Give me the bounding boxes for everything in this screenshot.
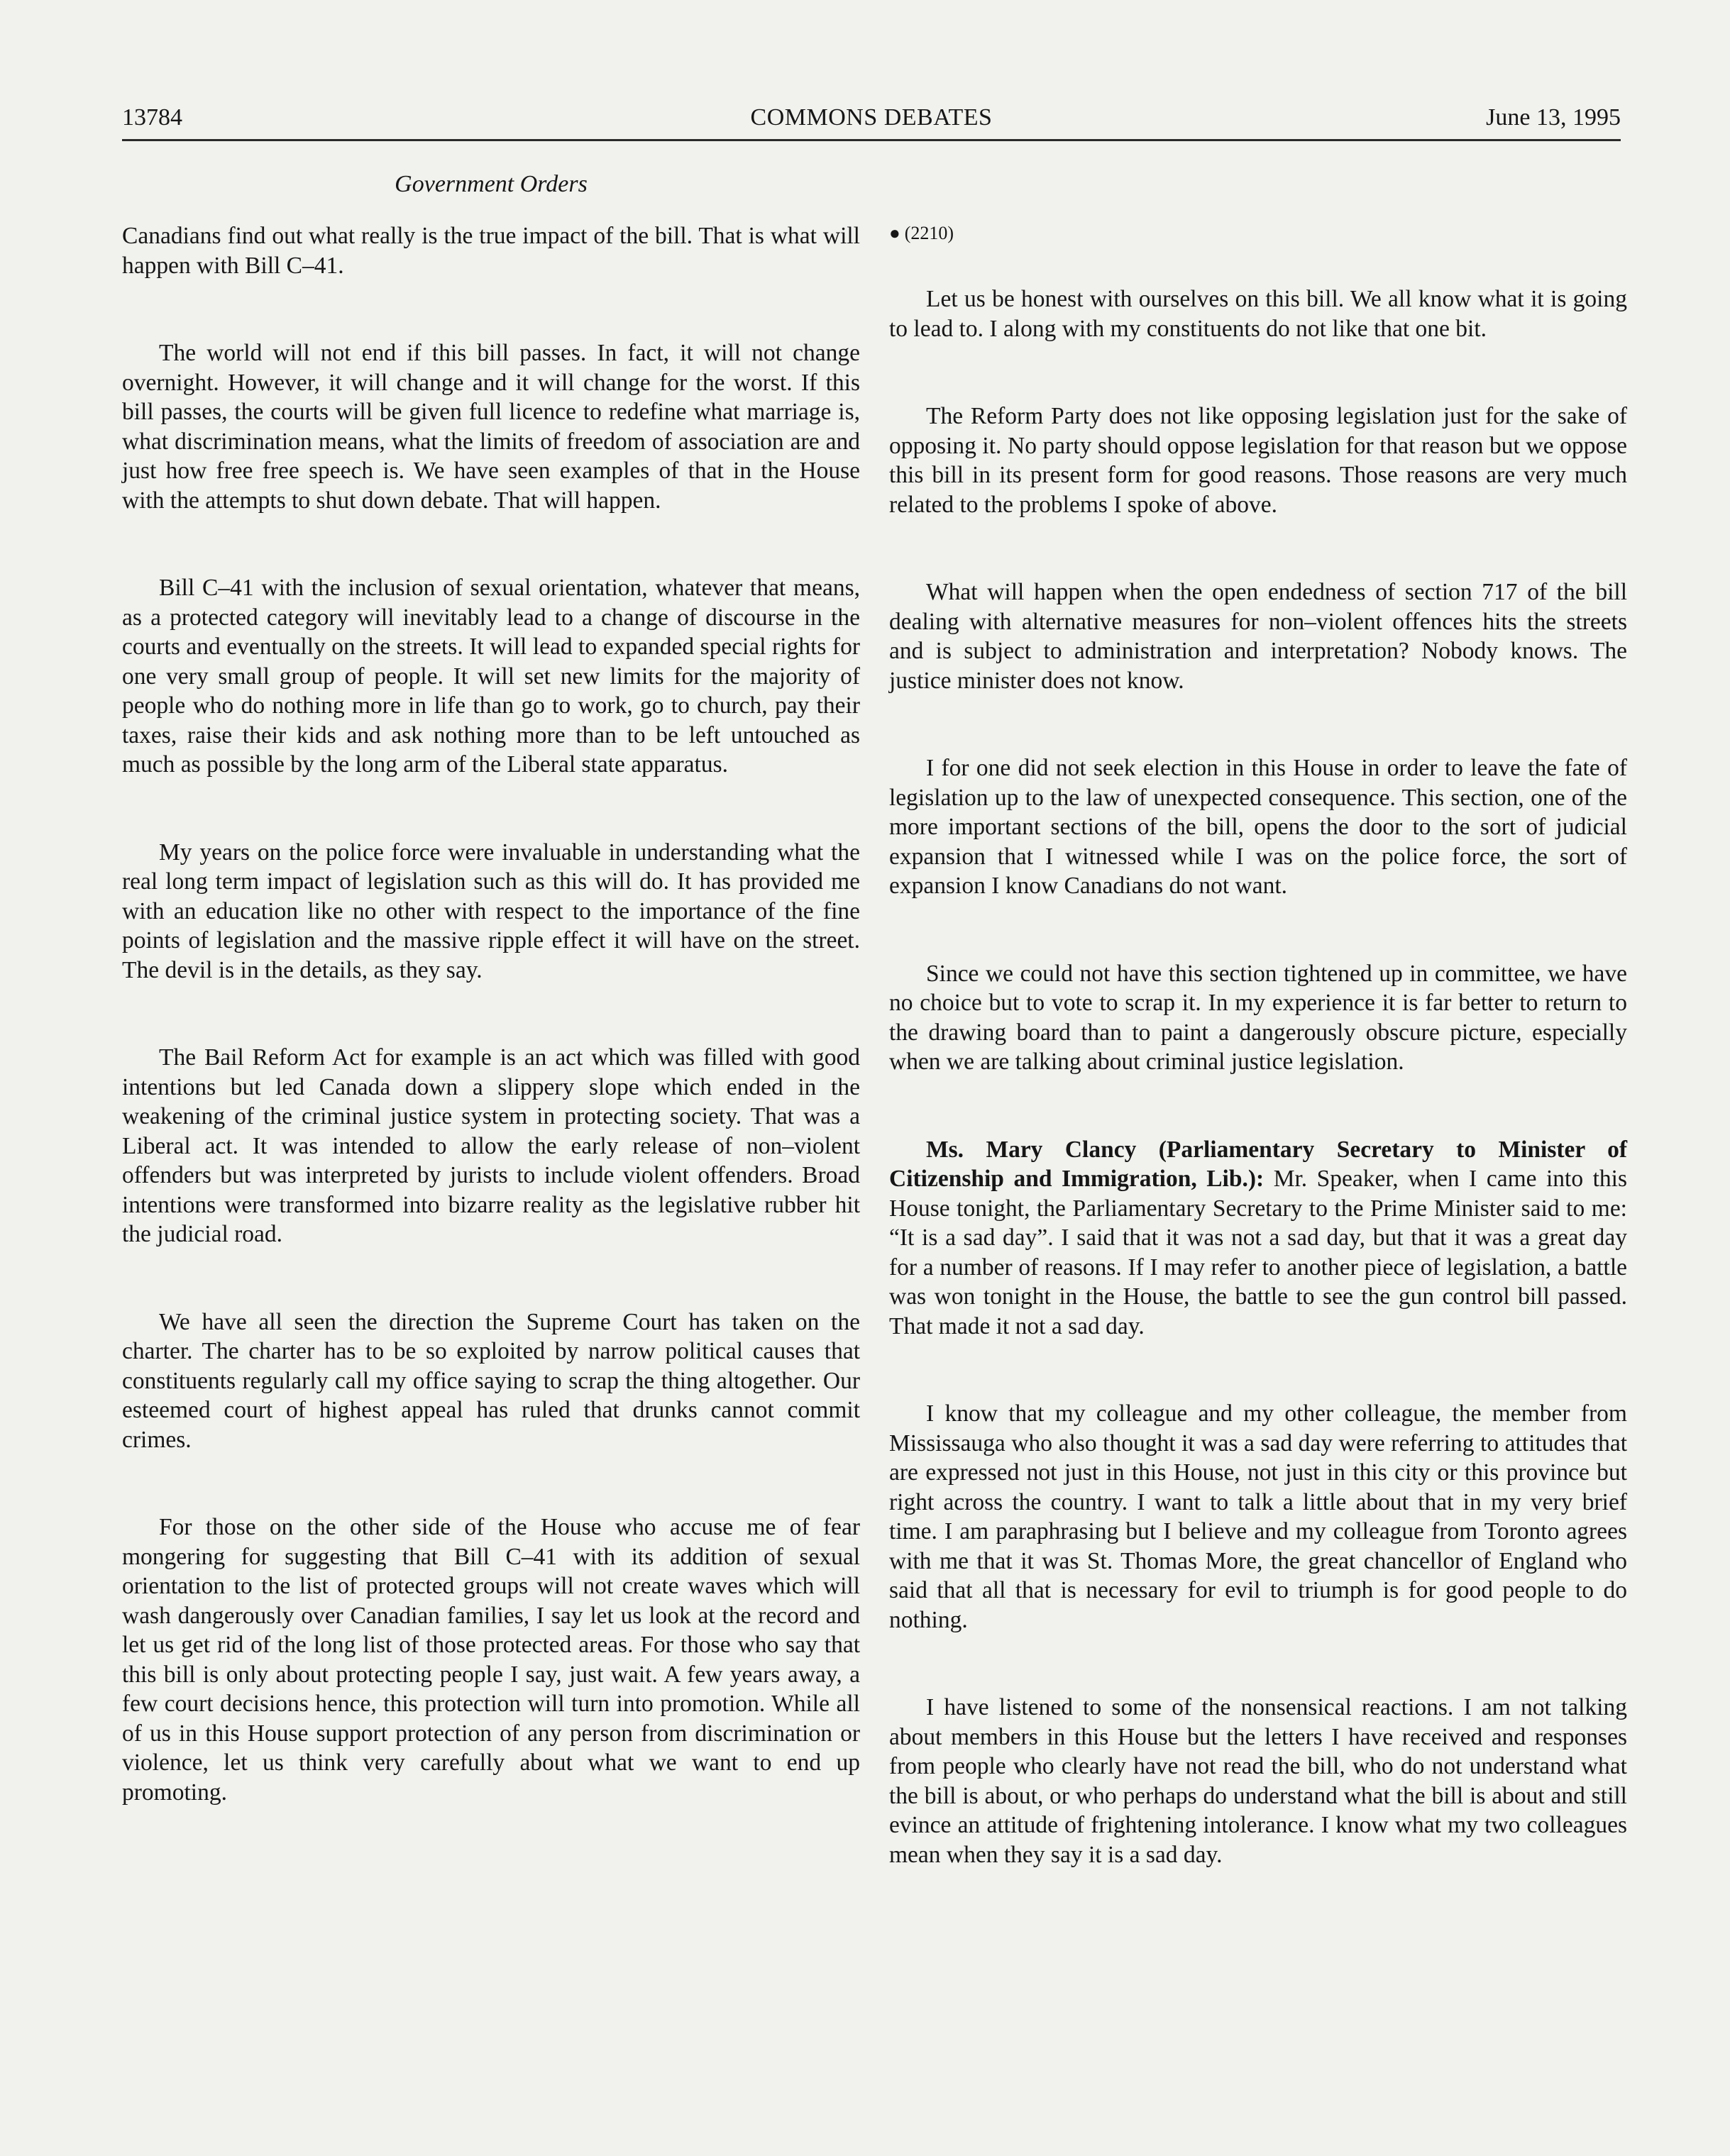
paragraph: I have listened to some of the nonsensical reactions. I am not talking about members in this House but the letters I have received and responses from people who clearly have not read the bill, who do not understand what the bill is about, or who perhaps do understand what the bill is about and still evince an attitude of frightening intolerance. I know what my two colleagues mean when they say it is a sad day. (889, 1694, 1627, 1868)
paragraph: We have all seen the direction the Supreme Court has taken on the charter. The charter has to be so exploited by narrow political causes that constituents regularly call my office saying to scrap the thing altogether. Our esteemed court of highest appeal has ruled that drunks cannot commit crimes. (122, 1308, 860, 1453)
paragraph: Since we could not have this section tightened up in committee, we have no choice but to vote to scrap it. In my experience it is far better to return to the drawing board than to paint a dangerously obscure picture, especially when we are talking about criminal justice legislation. (889, 960, 1627, 1075)
paragraph: The Reform Party does not like opposing legislation just for the sake of opposing it. No party should oppose legislation for that reason but we oppose this bill in its present form for good reasons. Those reasons are very much related to the problems I spoke of above. (889, 403, 1627, 518)
time-marker (889, 221, 1627, 245)
page-date: June 13, 1995 (1486, 104, 1621, 131)
speaker-paragraph (889, 1135, 1627, 1342)
speaker-name: Ms. Mary Clancy (Parliamentary Secretary to Minister of Citizenship and Immigration, Lib.): (889, 1136, 1627, 1192)
paragraph: Canadians find out what really is the true impact of the bill. That is what will happen with Bill C–41. (122, 223, 860, 279)
left-column (122, 221, 860, 1807)
paragraph: Bill C–41 with the inclusion of sexual orientation, whatever that means, as a protected category will inevitably lead to a change of discourse in the courts and eventually on the streets. It will lead to expanded special rights for one very small group of people. It will set new limits for the majority of people who do nothing more in life than go to work, go to church, pay their taxes, raise their kids and ask nothing more than to be left untouched as much as possible by the long arm of the Liberal state apparatus. (122, 575, 860, 778)
paragraph: For those on the other side of the House who accuse me of fear mongering for suggesting that Bill C–41 with its addition of sexual orientation to the list of protected groups will not create waves which will wash dangerously over Canadian families, I say let us look at the record and let us get rid of the long list of those protected areas. For those who say that this bill is only about protecting people I say, just wait. A few years away, a few court decisions hence, this protection will turn into promotion. While all of us in this House support protection of any person from discrimination or violence, let us think very carefully about what we want to end up promoting. (122, 1514, 860, 1806)
page-number: 13784 (122, 104, 182, 131)
paragraph: My years on the police force were invaluable in understanding what the real long term impact of legislation such as this will do. It has provided me with an education like no other with respect to the importance of the fine points of legislation and the massive ripple effect it will have on the street. The devil is in the details, as they say. (122, 839, 860, 983)
publication-title: COMMONS DEBATES (750, 104, 993, 131)
paragraph: What will happen when the open endedness of section 717 of the bill dealing with alternative measures for non–violent offences hits the streets and is subject to administration and interpretation? Nobody knows. The justice minister does not know. (889, 579, 1627, 694)
paragraph: The world will not end if this bill passes. In fact, it will not change overnight. However, it will change and it will change for the worst. If this bill passes, the courts will be given full licence to redefine what marriage is, what discrimination means, what the limits of freedom of association are and just how free free speech is. We have seen examples of that in the House with the attempts to shut down debate. That will happen. (122, 340, 860, 514)
time-marker-text: (2210) (904, 223, 954, 243)
section-title: Government Orders (395, 171, 588, 197)
header-rule (122, 139, 1621, 141)
paragraph: Let us be honest with ourselves on this bill. We all know what it is going to lead to. I along with my constituents do not like that one bit. (889, 286, 1627, 342)
bullet-icon: ● (889, 223, 900, 243)
paragraph: The Bail Reform Act for example is an act which was filled with good intentions but led Canada down a slippery slope which ended in the weakening of the criminal justice system in protecting society. That was a Liberal act. It was intended to allow the early release of non–violent offenders but was interpreted by jurists to include violent offenders. Broad intentions were transformed into bizarre reality as the legislative rubber hit the judicial road. (122, 1044, 860, 1247)
speaker-text: Mr. Speaker, when I came into this House tonight, the Parliamentary Secretary to the Prime Minister said to me: “It is a sad day”. I said that it was not a sad day, but that it was a great day for a number of reasons. If I may refer to another piece of legislation, a battle was won tonight in the House, the battle to see the gun control bill passed. That made it not a sad day. (889, 1166, 1628, 1339)
right-column (889, 221, 1627, 1869)
paragraph: I know that my colleague and my other colleague, the member from Mississauga who also thought it was a sad day were referring to attitudes that are expressed not just in this House, not just in this city or this province but right across the country. I want to talk a little about that in my very brief time. I am paraphrasing but I believe and my colleague from Toronto agrees with me that it was St. Thomas More, the great chancellor of England who said that all that is necessary for evil to triumph is for good people to do nothing. (889, 1400, 1627, 1633)
paragraph: I for one did not seek election in this House in order to leave the fate of legislation up to the law of unexpected consequence. This section, one of the more important sections of the bill, opens the door to the sort of judicial expansion that I witnessed while I was on the police force, the sort of expansion I know Canadians do not want. (889, 755, 1627, 899)
page-header (122, 99, 1621, 136)
